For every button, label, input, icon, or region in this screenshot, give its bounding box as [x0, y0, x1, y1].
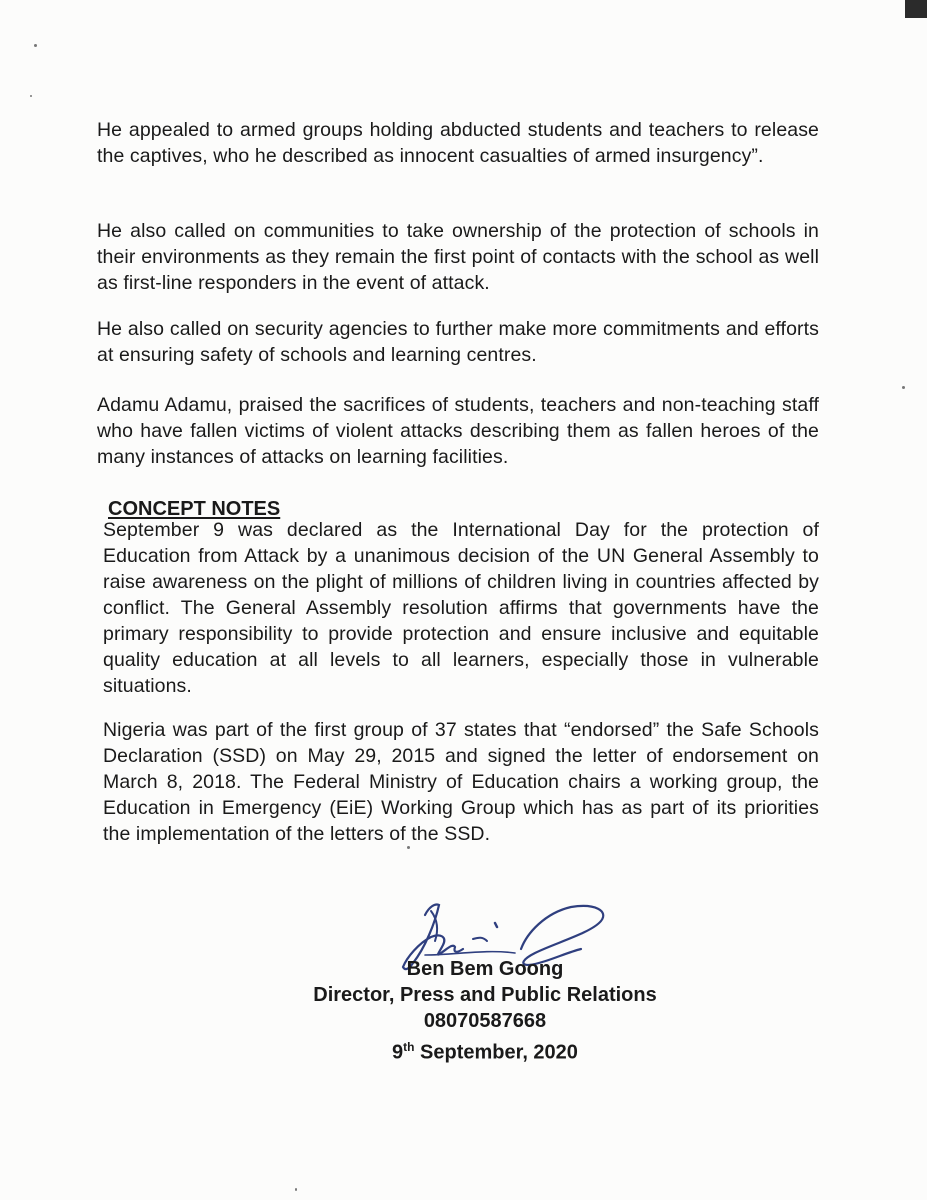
paragraph-concept-nigeria: Nigeria was part of the first group of 37 states that “endorsed” the Safe Schools Declaration (SSD) on May 29, 2015 and signed the letter of endorsement on March 8, 2018. The Federal Ministry of Education chairs a working group, the Education in Emergency (EiE) Working Group which has as part of its priorities the implementation of the letters of the SSD.	[103, 719, 819, 845]
signatory-phone: 08070587668	[423, 1010, 547, 1032]
date-day: 9	[392, 1041, 404, 1064]
scan-speck	[30, 95, 32, 97]
scan-edge	[905, 0, 927, 18]
signatory-name: Ben Bem Goong	[406, 958, 564, 980]
paragraph-concept-declaration: September 9 was declared as the International Day for the protection of Education from Attack by a unanimous decision of the UN General Assembly to raise awareness on the plight of millions of children living in countries affected by conflict. The General Assembly resolution affirms that governments have the primary responsibility to provide protection and ensure inclusive and equitable quality education at all levels to all learners, especially those in vulnerable situations.	[103, 519, 819, 697]
concept-notes-heading: CONCEPT NOTES	[108, 498, 281, 520]
scan-speck	[34, 44, 37, 47]
signatory-title: Director, Press and Public Relations	[313, 984, 657, 1006]
paragraph-communities: He also called on communities to take ownership of the protection of schools in their environments as they remain the first point of contacts with the school as well as first-line responders in the event of attack.	[97, 220, 819, 294]
paragraph-appeal: He appealed to armed groups holding abducted students and teachers to release the captives, who he described as innocent casualties of armed insurgency”.	[97, 119, 819, 167]
paragraph-security-agencies: He also called on security agencies to further make more commitments and efforts at ensuring safety of schools and learning centres.	[97, 318, 819, 366]
date-rest: September, 2020	[414, 1041, 578, 1064]
scan-speck	[902, 386, 905, 389]
signature-block	[250, 956, 720, 1066]
paragraph-tribute: Adamu Adamu, praised the sacrifices of students, teachers and non-teaching staff who have fallen victims of violent attacks describing them as fallen heroes of the many instances of attacks on learning facilities.	[97, 394, 819, 468]
release-date	[250, 1034, 720, 1066]
date-suffix: th	[403, 1040, 415, 1054]
scan-speck	[295, 1188, 297, 1191]
